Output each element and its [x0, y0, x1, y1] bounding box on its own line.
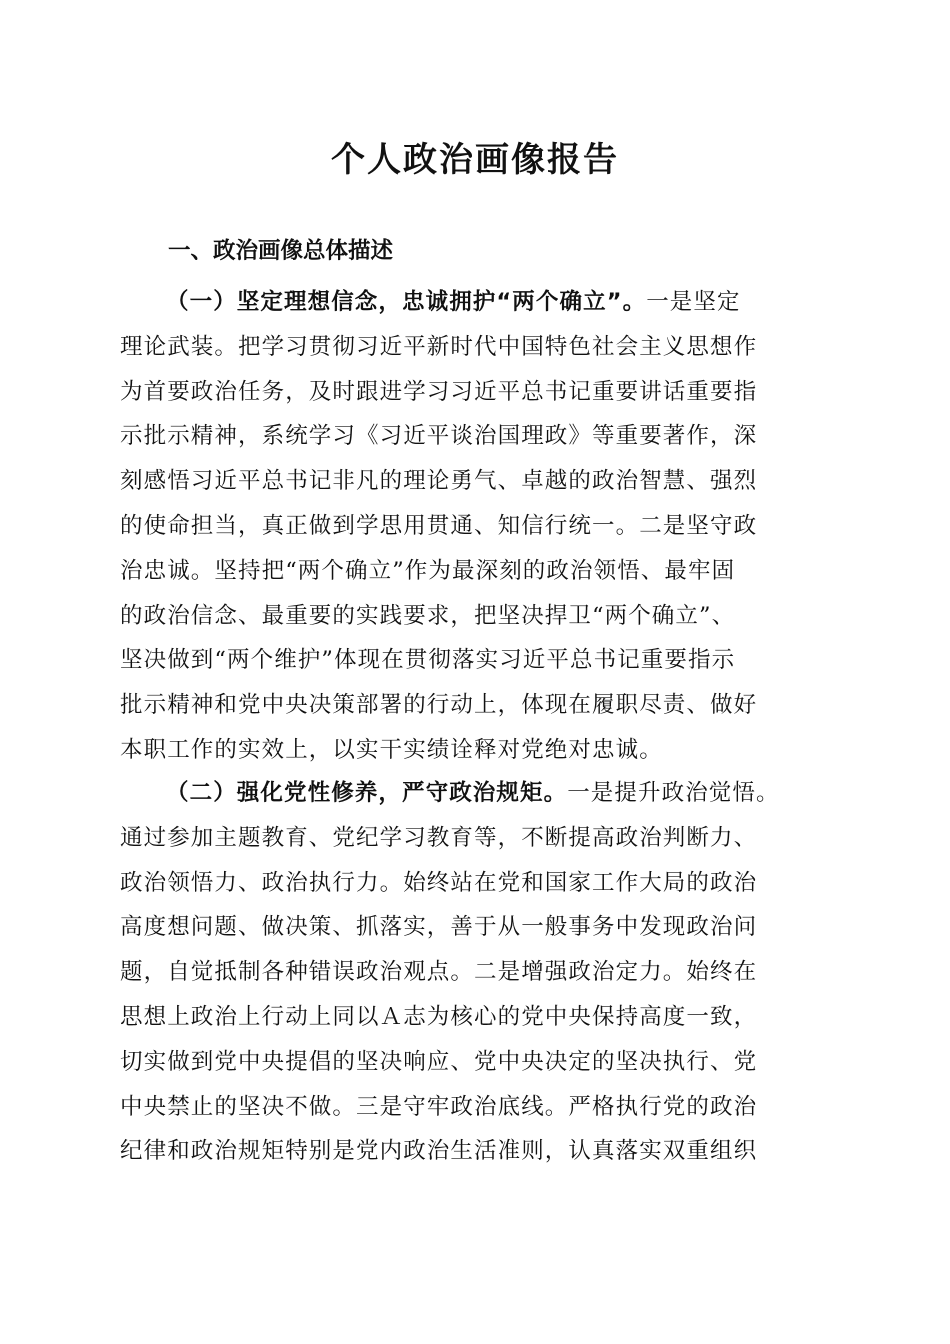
paragraph-line: 中央禁止的坚决不做。三是守牢政治底线。严格执行党的政治: [120, 1093, 758, 1120]
paragraph-line: [120, 771, 832, 816]
paragraph-line: 的政治信念、最重要的实践要求，把坚决捍卫“两个确立”、: [120, 602, 736, 629]
paragraph-line: 为首要政治任务，及时跟进学习习近平总书记重要讲话重要指: [120, 378, 758, 405]
section-heading: 一、政治画像总体描述: [168, 238, 394, 264]
paragraph-line: 本职工作的实效上，以实干实绩诠释对党绝对忠诚。: [120, 736, 663, 763]
paragraph-line: 批示精神和党中央决策部署的行动上，体现在履职尽责、做好: [120, 692, 758, 719]
paragraph-line: 的使命担当，真正做到学思用贯通、知信行统一。二是坚守政: [120, 512, 758, 539]
paragraph-line: 思想上政治上行动上同以Ａ志为核心的党中央保持高度一致，: [120, 1003, 758, 1030]
paragraph-2: [120, 771, 832, 1174]
paragraph-line: 通过参加主题教育、党纪学习教育等，不断提高政治判断力、: [120, 824, 758, 851]
paragraph-line: 切实做到党中央提倡的坚决响应、党中央决定的坚决执行、党: [120, 1048, 758, 1075]
paragraph-line: 题，自觉抵制各种错误政治观点。二是增强政治定力。始终在: [120, 959, 758, 986]
paragraph-line: [120, 280, 832, 325]
paragraph-line: 治忠诚。坚持把“两个确立”作为最深刻的政治领悟、最牢固: [120, 557, 736, 584]
paragraph-line: 理论武装。把学习贯彻习近平新时代中国特色社会主义思想作: [120, 333, 758, 360]
paragraph-line: 坚决做到“两个维护”体现在贯彻落实习近平总书记重要指示: [120, 647, 736, 674]
document-title: 个人政治画像报告: [331, 140, 619, 180]
paragraph-line: 政治领悟力、政治执行力。始终站在党和国家工作大局的政治: [120, 869, 758, 896]
paragraph-line-text: 一是坚定: [646, 289, 741, 315]
paragraph-lead: （一）坚定理想信念，忠诚拥护“两个确立”。: [166, 289, 647, 315]
paragraph-line: 高度想问题、做决策、抓落实，善于从一般事务中发现政治问: [120, 914, 758, 941]
paragraph-line: 刻感悟习近平总书记非凡的理论勇气、卓越的政治智慧、强烈: [120, 468, 758, 495]
paragraph-line: 纪律和政治规矩特别是党内政治生活准则，认真落实双重组织: [120, 1138, 758, 1165]
paragraph-1: [120, 280, 832, 773]
paragraph-lead: （二）强化党性修养，严守政治规矩。: [166, 780, 568, 806]
paragraph-line-text: 一是提升政治觉悟。: [567, 780, 780, 806]
paragraph-line: 示批示精神，系统学习《习近平谈治国理政》等重要著作，深: [120, 423, 758, 450]
